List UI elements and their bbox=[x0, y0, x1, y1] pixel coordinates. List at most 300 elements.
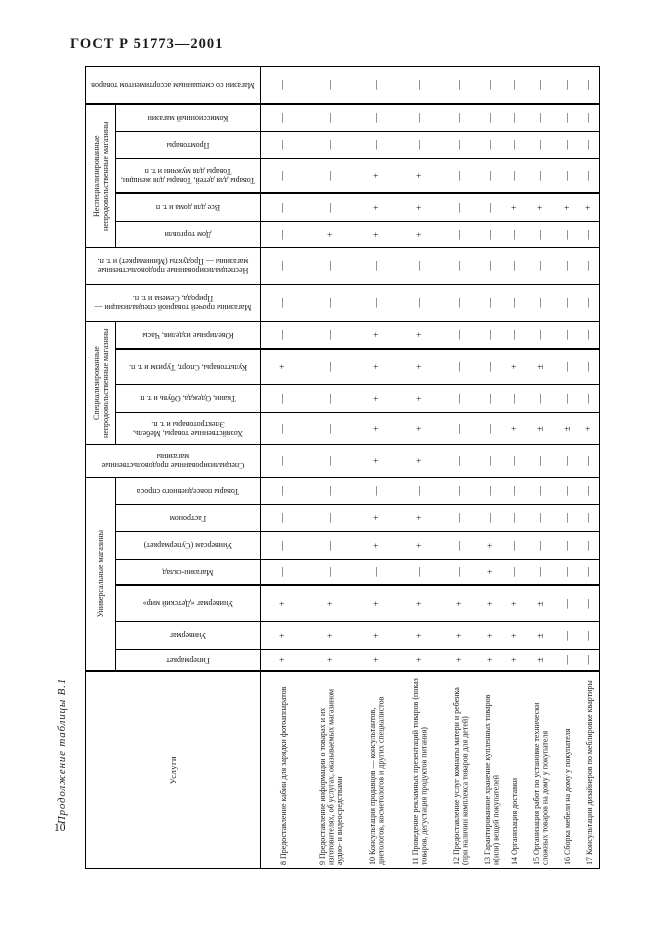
service-header bbox=[399, 672, 442, 868]
symbol-cell bbox=[442, 248, 480, 285]
symbol-plus-minus: ± bbox=[535, 425, 546, 432]
symbol-cell bbox=[504, 505, 527, 532]
symbol-cell bbox=[581, 248, 599, 285]
symbol-dash: — bbox=[455, 423, 466, 434]
symbol-dash: — bbox=[278, 229, 289, 240]
symbol-cell bbox=[356, 505, 399, 532]
service-header-text: 16 Сборка мебели на дому у покупателя bbox=[563, 728, 573, 865]
symbol-cell bbox=[356, 560, 399, 586]
store-row-label bbox=[116, 322, 261, 350]
symbol-cell bbox=[556, 248, 581, 285]
symbol-dash: — bbox=[584, 486, 595, 496]
symbol-plus: + bbox=[371, 515, 382, 521]
symbol-dash: — bbox=[562, 456, 573, 466]
symbol-plus: + bbox=[371, 542, 382, 549]
symbol-cell bbox=[307, 622, 356, 650]
store-row-label-text: Ювелирные изделия, Часы bbox=[142, 330, 234, 340]
symbol-cell bbox=[442, 622, 480, 650]
symbol-dash: — bbox=[325, 540, 336, 551]
symbol-dash: — bbox=[371, 298, 382, 308]
symbol-dash: — bbox=[486, 202, 497, 213]
service-header-text: 17 Консультации дизайнеров по меблировке квартиры bbox=[584, 680, 594, 865]
symbol-plus: + bbox=[414, 364, 425, 370]
symbol-cell bbox=[504, 622, 527, 650]
symbol-dash: — bbox=[486, 261, 497, 271]
symbol-cell bbox=[480, 105, 504, 132]
symbol-dash: — bbox=[371, 113, 382, 123]
symbol-cell bbox=[527, 322, 556, 350]
symbol-cell bbox=[581, 222, 599, 248]
symbol-dash: — bbox=[562, 393, 573, 404]
symbol-plus: + bbox=[414, 231, 425, 238]
symbol-cell bbox=[356, 650, 399, 672]
symbol-cell bbox=[480, 285, 504, 322]
store-row-label bbox=[86, 67, 261, 105]
symbol-cell bbox=[261, 285, 307, 322]
store-row-label-text: Культтовары, Спорт, Туризм и т. п. bbox=[129, 362, 247, 372]
symbol-dash: — bbox=[584, 456, 595, 466]
symbol-dash: — bbox=[509, 140, 520, 150]
symbol-dash: — bbox=[414, 298, 425, 308]
symbol-dash: — bbox=[535, 567, 546, 577]
symbol-cell bbox=[356, 159, 399, 194]
symbol-dash: — bbox=[278, 202, 289, 213]
symbol-dash: — bbox=[562, 80, 573, 90]
symbol-dash: — bbox=[535, 298, 546, 308]
symbol-cell bbox=[261, 505, 307, 532]
symbol-cell bbox=[480, 586, 504, 622]
symbol-plus: + bbox=[371, 632, 382, 639]
store-row-label bbox=[86, 445, 261, 478]
symbol-dash: — bbox=[414, 486, 425, 496]
symbol-cell bbox=[581, 622, 599, 650]
store-row-label bbox=[116, 350, 261, 385]
symbol-cell bbox=[504, 132, 527, 159]
symbol-cell bbox=[504, 478, 527, 505]
service-header-text: 10 Консультация продавцов — консультантов, диетологов, косметологов и других специалистов bbox=[368, 696, 386, 865]
symbol-dash: — bbox=[509, 298, 520, 308]
symbol-dash: — bbox=[278, 140, 289, 150]
symbol-cell bbox=[504, 248, 527, 285]
store-row-label-text: Специализированные продовольственные магазины bbox=[101, 452, 245, 470]
symbol-dash: — bbox=[535, 140, 546, 150]
symbol-cell bbox=[527, 105, 556, 132]
symbol-plus: + bbox=[371, 600, 382, 607]
symbol-cell bbox=[504, 560, 527, 586]
symbol-cell bbox=[581, 532, 599, 560]
symbol-cell bbox=[480, 650, 504, 672]
symbol-cell bbox=[356, 105, 399, 132]
symbol-dash: — bbox=[562, 261, 573, 271]
symbol-plus: + bbox=[414, 395, 425, 402]
symbol-dash: — bbox=[325, 298, 336, 308]
symbol-cell bbox=[527, 132, 556, 159]
symbol-cell bbox=[442, 222, 480, 248]
symbol-dash: — bbox=[562, 486, 573, 496]
symbol-cell bbox=[399, 222, 442, 248]
symbol-cell bbox=[307, 248, 356, 285]
symbol-dash: — bbox=[414, 80, 425, 90]
store-row-label bbox=[116, 478, 261, 505]
symbol-cell bbox=[581, 67, 599, 105]
symbol-cell bbox=[356, 445, 399, 478]
symbol-dash: — bbox=[414, 567, 425, 577]
symbol-dash: — bbox=[455, 140, 466, 150]
symbol-cell bbox=[356, 532, 399, 560]
symbol-cell bbox=[307, 650, 356, 672]
symbol-plus: + bbox=[278, 657, 289, 663]
symbol-cell bbox=[399, 159, 442, 194]
symbol-dash: — bbox=[535, 540, 546, 551]
symbol-dash: — bbox=[325, 202, 336, 213]
symbol-dash: — bbox=[584, 393, 595, 404]
symbol-cell bbox=[480, 445, 504, 478]
symbol-cell bbox=[504, 350, 527, 385]
symbol-dash: — bbox=[584, 140, 595, 150]
symbol-dash: — bbox=[509, 113, 520, 123]
symbol-plus: + bbox=[414, 204, 425, 211]
symbol-plus: + bbox=[584, 425, 595, 432]
service-header bbox=[480, 672, 504, 868]
symbol-cell bbox=[480, 532, 504, 560]
symbol-dash: — bbox=[486, 362, 497, 372]
symbol-cell bbox=[356, 478, 399, 505]
symbol-cell bbox=[442, 586, 480, 622]
symbol-dash: — bbox=[584, 655, 595, 665]
symbol-cell bbox=[527, 505, 556, 532]
store-row-label bbox=[116, 105, 261, 132]
symbol-cell bbox=[504, 532, 527, 560]
group-header bbox=[86, 105, 116, 248]
symbol-dash: — bbox=[584, 261, 595, 271]
store-row-label bbox=[116, 222, 261, 248]
store-row-label-text: Все для дома и т. п bbox=[155, 203, 221, 212]
symbol-plus: + bbox=[278, 632, 289, 639]
symbol-cell bbox=[480, 248, 504, 285]
symbol-dash: — bbox=[562, 655, 573, 665]
symbol-cell bbox=[504, 67, 527, 105]
symbol-cell bbox=[581, 159, 599, 194]
symbol-cell bbox=[504, 285, 527, 322]
symbol-dash: — bbox=[584, 540, 595, 551]
symbol-dash: — bbox=[535, 229, 546, 240]
symbol-dash: — bbox=[562, 362, 573, 372]
symbol-cell bbox=[399, 505, 442, 532]
symbol-cell bbox=[307, 322, 356, 350]
service-header bbox=[556, 672, 581, 868]
symbol-plus: + bbox=[278, 600, 289, 607]
symbol-dash: — bbox=[325, 330, 336, 340]
symbol-cell bbox=[261, 194, 307, 222]
symbol-plus: + bbox=[325, 600, 336, 607]
symbol-dash: — bbox=[535, 456, 546, 466]
symbol-dash: — bbox=[455, 170, 466, 181]
store-row-label bbox=[116, 560, 261, 586]
symbol-cell bbox=[581, 650, 599, 672]
symbol-cell bbox=[442, 650, 480, 672]
symbol-plus: + bbox=[371, 395, 382, 402]
symbol-cell bbox=[261, 650, 307, 672]
store-row-label-text: Магазин со смешанным ассортиментом товаров bbox=[91, 80, 255, 90]
group-header bbox=[86, 478, 116, 672]
symbol-plus: + bbox=[509, 600, 520, 607]
service-header bbox=[307, 672, 356, 868]
symbol-cell bbox=[504, 586, 527, 622]
symbol-dash: — bbox=[486, 113, 497, 123]
symbol-cell bbox=[480, 67, 504, 105]
symbol-plus-minus: ± bbox=[535, 600, 546, 607]
document-header: ГОСТ Р 51773—2001 bbox=[70, 36, 224, 52]
symbol-cell bbox=[307, 67, 356, 105]
symbol-dash: — bbox=[562, 229, 573, 240]
symbol-dash: — bbox=[509, 330, 520, 340]
symbol-cell bbox=[527, 248, 556, 285]
symbol-cell bbox=[480, 385, 504, 413]
symbol-dash: — bbox=[535, 170, 546, 181]
symbol-cell bbox=[556, 67, 581, 105]
symbol-dash: — bbox=[455, 113, 466, 123]
symbol-cell bbox=[307, 532, 356, 560]
symbol-dash: — bbox=[455, 298, 466, 308]
symbol-cell bbox=[261, 586, 307, 622]
symbol-cell bbox=[442, 560, 480, 586]
symbol-cell bbox=[581, 350, 599, 385]
symbol-cell bbox=[504, 445, 527, 478]
symbol-dash: — bbox=[486, 140, 497, 150]
symbol-plus: + bbox=[455, 600, 466, 607]
symbol-cell bbox=[581, 285, 599, 322]
symbol-cell bbox=[556, 445, 581, 478]
symbol-dash: — bbox=[584, 298, 595, 308]
store-row-label bbox=[116, 132, 261, 159]
store-row-label bbox=[86, 285, 261, 322]
symbol-cell bbox=[581, 478, 599, 505]
symbol-cell bbox=[442, 132, 480, 159]
symbol-cell bbox=[261, 478, 307, 505]
symbol-cell bbox=[442, 285, 480, 322]
store-row-label bbox=[116, 413, 261, 445]
symbol-cell bbox=[442, 532, 480, 560]
symbol-cell bbox=[307, 194, 356, 222]
symbol-cell bbox=[307, 222, 356, 248]
symbol-plus: + bbox=[509, 632, 520, 639]
symbol-plus: + bbox=[535, 204, 546, 211]
symbol-dash: — bbox=[535, 393, 546, 404]
symbol-plus: + bbox=[584, 204, 595, 211]
symbol-cell bbox=[399, 322, 442, 350]
symbol-dash: — bbox=[278, 486, 289, 496]
symbol-dash: — bbox=[509, 567, 520, 577]
symbol-cell bbox=[480, 478, 504, 505]
symbol-cell bbox=[261, 622, 307, 650]
group-header-text: Неспециализированные непродовольственные магазины bbox=[91, 121, 110, 231]
symbol-dash: — bbox=[414, 113, 425, 123]
symbol-dash: — bbox=[562, 540, 573, 551]
symbol-dash: — bbox=[486, 423, 497, 434]
table-caption-text: Продолжение таблицы В.1 bbox=[56, 677, 68, 825]
service-header bbox=[261, 672, 307, 868]
symbol-cell bbox=[442, 194, 480, 222]
symbol-plus: + bbox=[371, 332, 382, 338]
symbol-dash: — bbox=[486, 298, 497, 308]
symbol-cell bbox=[442, 67, 480, 105]
symbol-dash: — bbox=[414, 140, 425, 150]
group-header bbox=[86, 322, 116, 445]
group-header-text: Универсальные магазины bbox=[96, 530, 105, 618]
symbol-plus: + bbox=[486, 657, 497, 663]
service-header-text: 13 Гарантированное хранение купленных товаров и(или) вещей покупателей bbox=[482, 694, 500, 865]
symbol-dash: — bbox=[535, 80, 546, 90]
symbol-cell bbox=[261, 132, 307, 159]
symbol-dash: — bbox=[509, 486, 520, 496]
symbol-cell bbox=[399, 560, 442, 586]
symbol-plus: + bbox=[414, 332, 425, 338]
symbol-cell bbox=[480, 159, 504, 194]
symbol-cell bbox=[556, 132, 581, 159]
symbol-plus: + bbox=[371, 172, 382, 179]
symbol-cell bbox=[442, 505, 480, 532]
symbol-dash: — bbox=[562, 140, 573, 150]
symbol-dash: — bbox=[486, 229, 497, 240]
symbol-cell bbox=[527, 560, 556, 586]
store-row-label-text: Дом торговли bbox=[164, 230, 212, 239]
symbol-dash: — bbox=[455, 540, 466, 551]
symbol-cell bbox=[356, 285, 399, 322]
symbol-cell bbox=[527, 67, 556, 105]
symbol-cell bbox=[556, 159, 581, 194]
service-header bbox=[581, 672, 599, 868]
symbol-dash: — bbox=[455, 80, 466, 90]
symbol-dash: — bbox=[509, 393, 520, 404]
store-row-label-text: Товары для детей, Товары для женщин, Товары для мужчин и т. п bbox=[120, 166, 256, 185]
symbol-cell bbox=[261, 385, 307, 413]
symbol-dash: — bbox=[509, 456, 520, 466]
symbol-cell bbox=[307, 285, 356, 322]
symbol-dash: — bbox=[278, 513, 289, 523]
symbol-dash: — bbox=[325, 486, 336, 496]
symbol-cell bbox=[399, 413, 442, 445]
symbol-cell bbox=[356, 248, 399, 285]
store-row-label bbox=[86, 248, 261, 285]
store-row-label bbox=[116, 650, 261, 672]
service-header-text: 15 Организация работ по установке технически сложных товаров на дому у покупателя bbox=[532, 702, 550, 865]
symbol-cell bbox=[399, 285, 442, 322]
symbol-plus: + bbox=[278, 364, 289, 370]
symbol-dash: — bbox=[325, 456, 336, 466]
symbol-cell bbox=[556, 478, 581, 505]
symbol-cell bbox=[556, 532, 581, 560]
symbol-dash: — bbox=[278, 113, 289, 123]
symbol-plus: + bbox=[486, 542, 497, 549]
store-row-label-text: Универсам (Супермаркет) bbox=[143, 541, 233, 550]
symbol-dash: — bbox=[535, 261, 546, 271]
symbol-cell bbox=[442, 105, 480, 132]
symbol-cell bbox=[527, 478, 556, 505]
store-row-label bbox=[116, 586, 261, 622]
symbol-cell bbox=[261, 248, 307, 285]
store-row-label-text: Гастроном bbox=[169, 513, 207, 523]
symbol-cell bbox=[527, 413, 556, 445]
symbol-cell bbox=[442, 385, 480, 413]
symbol-dash: — bbox=[325, 362, 336, 372]
symbol-cell bbox=[556, 560, 581, 586]
symbol-dash: — bbox=[535, 513, 546, 523]
symbol-dash: — bbox=[486, 513, 497, 523]
table-caption bbox=[56, 676, 68, 826]
symbol-cell bbox=[581, 194, 599, 222]
store-row-label bbox=[116, 385, 261, 413]
symbol-cell bbox=[399, 132, 442, 159]
symbol-plus: + bbox=[325, 231, 336, 238]
symbol-cell bbox=[556, 285, 581, 322]
symbol-dash: — bbox=[278, 456, 289, 466]
symbol-cell bbox=[399, 248, 442, 285]
store-row-label bbox=[116, 194, 261, 222]
store-row-label-text: Магазин-склад bbox=[162, 567, 214, 577]
symbol-dash: — bbox=[278, 393, 289, 404]
symbol-dash: — bbox=[278, 170, 289, 181]
store-row-label bbox=[116, 532, 261, 560]
symbol-dash: — bbox=[584, 598, 595, 609]
symbol-dash: — bbox=[278, 298, 289, 308]
symbol-cell bbox=[261, 532, 307, 560]
symbol-plus: + bbox=[414, 425, 425, 432]
symbol-dash: — bbox=[455, 486, 466, 496]
symbol-cell bbox=[399, 650, 442, 672]
symbol-plus: + bbox=[486, 600, 497, 607]
symbol-plus: + bbox=[509, 204, 520, 211]
symbol-cell bbox=[307, 413, 356, 445]
symbol-plus: + bbox=[371, 204, 382, 211]
symbol-plus: + bbox=[414, 542, 425, 549]
symbol-plus: + bbox=[509, 425, 520, 432]
symbol-cell bbox=[556, 194, 581, 222]
symbol-cell bbox=[527, 350, 556, 385]
service-header-text: 9 Предоставление информации о товарах и их изготовителях, об услугах, оказываемых магазином аудио- и видеосредствами bbox=[317, 688, 344, 865]
symbol-dash: — bbox=[371, 567, 382, 577]
symbol-cell bbox=[307, 350, 356, 385]
symbol-dash: — bbox=[584, 630, 595, 641]
symbol-cell bbox=[307, 159, 356, 194]
symbol-dash: — bbox=[509, 540, 520, 551]
symbol-cell bbox=[556, 622, 581, 650]
symbol-cell bbox=[399, 194, 442, 222]
symbol-cell bbox=[261, 560, 307, 586]
symbol-dash: — bbox=[486, 393, 497, 404]
symbol-cell bbox=[261, 105, 307, 132]
symbol-cell bbox=[261, 413, 307, 445]
symbol-plus-minus: ± bbox=[535, 364, 546, 370]
symbol-cell bbox=[356, 67, 399, 105]
symbol-cell bbox=[442, 445, 480, 478]
store-row-label-text: Товары повседневного спроса bbox=[136, 486, 240, 496]
symbol-cell bbox=[399, 350, 442, 385]
symbol-plus: + bbox=[371, 231, 382, 238]
symbol-dash: — bbox=[455, 362, 466, 372]
symbol-cell bbox=[307, 505, 356, 532]
symbol-cell bbox=[556, 222, 581, 248]
symbol-dash: — bbox=[535, 113, 546, 123]
store-row-label-text: Комиссионный магазин bbox=[147, 113, 229, 123]
symbol-cell bbox=[581, 413, 599, 445]
symbol-cell bbox=[480, 622, 504, 650]
symbol-plus: + bbox=[371, 458, 382, 464]
store-row-label-text: Универмаг bbox=[169, 631, 207, 640]
symbol-dash: — bbox=[455, 229, 466, 240]
service-header-text: 12 Предоставление услуг комнаты матери и ребенка (при наличии комплекса товаров для детей) bbox=[451, 687, 469, 865]
symbol-cell bbox=[504, 650, 527, 672]
symbol-dash: — bbox=[455, 567, 466, 577]
